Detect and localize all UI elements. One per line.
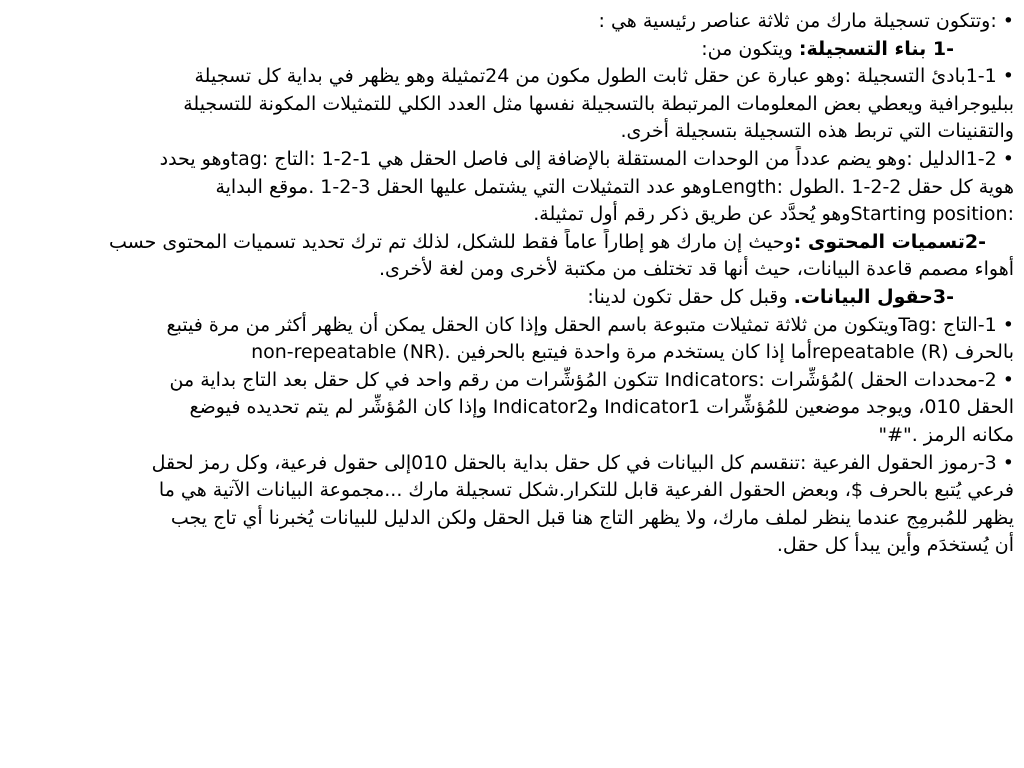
heading-content-designators-bold: -2تسميات المحتوى :	[793, 230, 986, 253]
leader-line-3: والتقنينات التي تربط هذه التسجيلة بتسجيلة أخرى.	[620, 120, 1014, 143]
intro-line: • :وتتكون تسجيلة مارك من ثلاثة عناصر رئيسية هي :	[598, 10, 1014, 32]
heading-content-designators-rest: وحيث إن مارك هو إطاراً عاماً فقط للشكل، لذلك تم ترك تحديد تسميات المحتوى حسب	[109, 230, 794, 253]
subfield-codes-line-1: • 3-رموز الحقول الفرعية :تنقسم كل البيانات في كل حقل بداية بالحقل 010إلى حقول فرعية، وكل رمز لحقل	[151, 451, 1014, 474]
heading-data-fields-rest: وقبل كل حقل تكون لدينا:	[587, 285, 794, 308]
heading-record-structure	[10, 36, 1014, 64]
leader-line-2: ببليوجرافية ويعطي بعض المعلومات المرتبطة بالتسجيلة نفسها مثل العدد الكلي للتمثيلات المكونة للتسجيلة	[183, 92, 1014, 115]
tag-line-2: بالحرف (R) repeatableأما إذا كان يستخدم مرة واحدة فيتبع بالحرفين .non-repeatable (NR)	[251, 341, 1014, 364]
leader-line-1: • 1-1بادئ التسجيلة :وهو عبارة عن حقل ثابت الطول مكون من 24تمثيلة وهو يظهر في بداية كل تسجيلة	[194, 65, 1014, 88]
heading-record-structure-rest: ويتكون من:	[701, 37, 799, 60]
subfield-codes-line-3: يظهر للمُبرمِج عندما ينظر لملف مارك، ولا يظهر التاج هنا قبل الحقل ولكن الدليل للبيانات يُخبرنا أي تاج يجب	[170, 506, 1014, 529]
directory-line-1: • 1-2الدليل :وهو يضم عدداً من الوحدات المستقلة بالإضافة إلى فاصل الحقل هي 1-2-1 :التاج :tagوهو يحدد	[159, 147, 1014, 170]
heading-data-fields	[10, 284, 1014, 312]
heading-data-fields-bold: -3حقول البيانات.	[793, 285, 954, 308]
subfield-codes-line-4: أن يُستخدَم وأين يبدأ كل حقل.	[776, 534, 1014, 557]
heading-content-designators	[10, 229, 1014, 257]
tag-line-1: • 1-التاج :Tagويتكون من ثلاثة تمثيلات متبوعة باسم الحقل وإذا كان الحقل يمكن أن يظهر أكثر من مرة فيتبع	[166, 313, 1014, 336]
document-body	[10, 8, 1014, 560]
indicators-line-2: الحقل 010، ويوجد موضعين للمُؤشِّرات Indicator1 وIndicator2 وإذا كان المُؤشِّر لم يتم تحديده فيوضع	[189, 396, 1014, 419]
subfield-codes-line-2: فرعي يُتبع بالحرف $، وبعض الحقول الفرعية قابل للتكرار.شكل تسجيلة مارك ...مجموعة البيانات الآتية هي ما	[158, 479, 1014, 502]
indicators-line-3: مكانه الرمز ."#"	[878, 423, 1014, 446]
directory-line-3: :Starting positionوهو يُحدَّد عن طريق ذكر رقم أول تمثيلة.	[533, 203, 1014, 226]
content-designators-line-2: أهواء مصمم قاعدة البيانات، حيث أنها قد تختلف من مكتبة لأخرى ومن لغة لأخرى.	[378, 258, 1014, 281]
directory-line-2: هوية كل حقل 2-2-1 .الطول :Lengthوهو عدد التمثيلات التي يشتمل عليها الحقل 3-2-1 .موقع البداية	[215, 175, 1014, 198]
heading-record-structure-bold: -1 بناء التسجيلة:	[798, 37, 954, 60]
indicators-line-1: • 2-محددات الحقل )لمُؤشِّرات :Indicators تتكون المُؤشِّرات من رقم واحد في كل حقل بعد التاج بداية من	[169, 368, 1014, 391]
